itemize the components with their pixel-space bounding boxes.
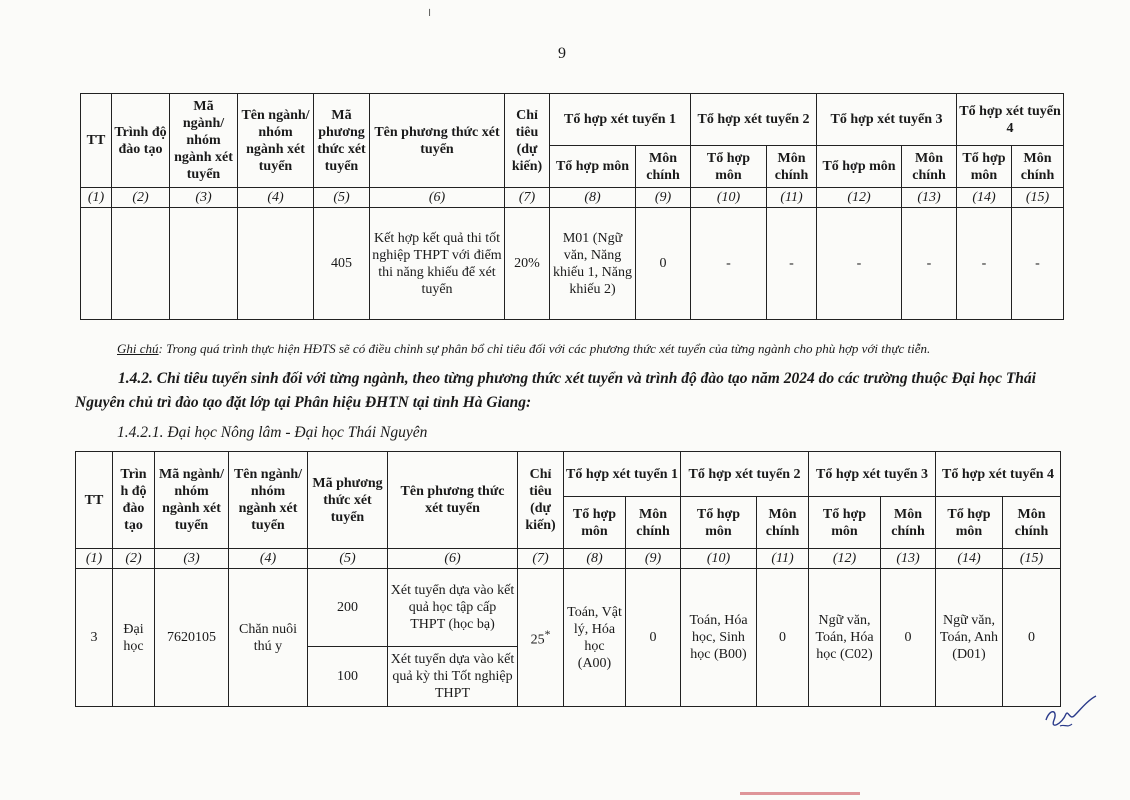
cell-ma-nganh: 7620105 xyxy=(155,569,229,707)
subsection-heading: 1.4.2.1. Đại học Nông lâm - Đại học Thái Nguyên xyxy=(117,424,428,441)
header-chi-tieu: Chỉ tiêu (dự kiến) xyxy=(518,452,564,549)
header-to-hop-mon: Tổ hợp môn xyxy=(817,146,902,188)
col-num: (13) xyxy=(881,549,936,569)
header-mon-chinh: Môn chính xyxy=(902,146,957,188)
cell-mon-chinh-2: 0 xyxy=(757,569,809,707)
col-num: (5) xyxy=(314,188,370,208)
header-to-hop-3: Tổ hợp xét tuyển 3 xyxy=(817,94,957,146)
col-num: (14) xyxy=(936,549,1003,569)
col-num: (7) xyxy=(505,188,550,208)
col-num: (1) xyxy=(76,549,113,569)
cell-ma-nganh xyxy=(170,208,238,320)
column-number-row xyxy=(81,188,1064,208)
chi-tieu-value: 25 xyxy=(530,632,545,648)
col-num: (13) xyxy=(902,188,957,208)
header-ma-phuong-thuc: Mã phương thức xét tuyển xyxy=(308,452,388,549)
col-num: (1) xyxy=(81,188,112,208)
header-mon-chinh: Môn chính xyxy=(636,146,691,188)
header-to-hop-2: Tổ hợp xét tuyển 2 xyxy=(681,452,809,497)
col-num: (3) xyxy=(155,549,229,569)
cell-ma-phuong-thuc: 200 xyxy=(308,569,388,647)
col-num: (8) xyxy=(564,549,626,569)
header-to-hop-4: Tổ hợp xét tuyển 4 xyxy=(936,452,1061,497)
header-to-hop-mon: Tổ hợp môn xyxy=(564,497,626,549)
cell-ten-phuong-thuc: Xét tuyển dựa vào kết quả học tập cấp THPT (học bạ) xyxy=(388,569,518,647)
cell-to-hop-1: M01 (Ngữ văn, Năng khiếu 1, Năng khiếu 2) xyxy=(550,208,636,320)
col-num: (11) xyxy=(767,188,817,208)
header-tt: TT xyxy=(76,452,113,549)
cell-trinh-do xyxy=(112,208,170,320)
scan-mark: ╷ xyxy=(426,2,434,16)
header-mon-chinh: Môn chính xyxy=(767,146,817,188)
column-number-row xyxy=(76,549,1061,569)
cell-to-hop-1: Toán, Vật lý, Hóa học (A00) xyxy=(564,569,626,707)
header-ma-nganh: Mã ngành/ nhóm ngành xét tuyển xyxy=(155,452,229,549)
cell-to-hop-3: - xyxy=(817,208,902,320)
header-to-hop-1: Tổ hợp xét tuyển 1 xyxy=(550,94,691,146)
handwritten-signature xyxy=(1040,690,1100,735)
header-ma-phuong-thuc: Mã phương thức xét tuyển xyxy=(314,94,370,188)
col-num: (5) xyxy=(308,549,388,569)
cell-to-hop-2: - xyxy=(691,208,767,320)
cell-mon-chinh-3: - xyxy=(902,208,957,320)
page-number: 9 xyxy=(558,45,566,62)
header-trinh-do: Trìn h độ đào tạo xyxy=(113,452,155,549)
cell-ten-phuong-thuc: Kết hợp kết quả thi tốt nghiệp THPT với điểm thi năng khiếu để xét tuyển xyxy=(370,208,505,320)
cell-ma-phuong-thuc: 405 xyxy=(314,208,370,320)
header-to-hop-3: Tổ hợp xét tuyển 3 xyxy=(809,452,936,497)
col-num: (6) xyxy=(388,549,518,569)
header-ten-nganh: Tên ngành/ nhóm ngành xét tuyển xyxy=(229,452,308,549)
header-ten-phuong-thuc: Tên phương thức xét tuyển xyxy=(370,94,505,188)
note-text: : Trong quá trình thực hiện HĐTS sẽ có điều chỉnh sự phân bổ chỉ tiêu đối với các phương thức xét tuyển của từng ngành cho phù hợp với thực tiễn. xyxy=(158,341,931,356)
cell-chi-tieu: 20% xyxy=(505,208,550,320)
cell-ma-phuong-thuc: 100 xyxy=(308,647,388,707)
col-num: (4) xyxy=(238,188,314,208)
admission-table-1 xyxy=(80,93,1064,320)
col-num: (12) xyxy=(809,549,881,569)
cell-to-hop-4: Ngữ văn, Toán, Anh (D01) xyxy=(936,569,1003,707)
col-num: (6) xyxy=(370,188,505,208)
header-ten-phuong-thuc: Tên phương thức xét tuyển xyxy=(388,452,518,549)
cell-mon-chinh-4: 0 xyxy=(1003,569,1061,707)
cell-to-hop-2: Toán, Hóa học, Sinh học (B00) xyxy=(681,569,757,707)
header-mon-chinh: Môn chính xyxy=(881,497,936,549)
col-num: (3) xyxy=(170,188,238,208)
section-heading: 1.4.2. Chỉ tiêu tuyển sinh đối với từng ngành, theo từng phương thức xét tuyển và trình độ đào tạo năm 2024 do các trường thuộc Đại học Thái Nguyên chủ trì đào tạo đặt lớp tại Phân hiệu ĐHTN tại tỉnh Hà Giang: xyxy=(75,370,1036,411)
cell-chi-tieu xyxy=(518,569,564,707)
header-to-hop-mon: Tổ hợp môn xyxy=(691,146,767,188)
header-to-hop-4: Tổ hợp xét tuyển 4 xyxy=(957,94,1064,146)
admission-table-2 xyxy=(75,451,1061,707)
header-ma-nganh: Mã ngành/ nhóm ngành xét tuyển xyxy=(170,94,238,188)
header-tt: TT xyxy=(81,94,112,188)
chi-tieu-asterisk: * xyxy=(544,628,551,642)
header-to-hop-1: Tổ hợp xét tuyển 1 xyxy=(564,452,681,497)
header-mon-chinh: Môn chính xyxy=(1003,497,1061,549)
cell-ten-nganh: Chăn nuôi thú y xyxy=(229,569,308,707)
header-chi-tieu: Chỉ tiêu (dự kiến) xyxy=(505,94,550,188)
header-mon-chinh: Môn chính xyxy=(1012,146,1064,188)
cell-to-hop-4: - xyxy=(957,208,1012,320)
col-num: (9) xyxy=(626,549,681,569)
col-num: (14) xyxy=(957,188,1012,208)
cell-ten-phuong-thuc: Xét tuyển dựa vào kết quả kỳ thi Tốt nghiệp THPT xyxy=(388,647,518,707)
col-num: (2) xyxy=(112,188,170,208)
cell-mon-chinh-2: - xyxy=(767,208,817,320)
col-num: (9) xyxy=(636,188,691,208)
header-mon-chinh: Môn chính xyxy=(626,497,681,549)
cell-trinh-do: Đại học xyxy=(113,569,155,707)
table-row xyxy=(76,569,1061,647)
red-stamp-fragment xyxy=(740,790,860,796)
header-trinh-do: Trình độ đào tạo xyxy=(112,94,170,188)
cell-tt xyxy=(81,208,112,320)
table-row xyxy=(81,208,1064,320)
cell-mon-chinh-1: 0 xyxy=(636,208,691,320)
cell-tt: 3 xyxy=(76,569,113,707)
col-num: (7) xyxy=(518,549,564,569)
cell-mon-chinh-1: 0 xyxy=(626,569,681,707)
col-num: (4) xyxy=(229,549,308,569)
col-num: (15) xyxy=(1003,549,1061,569)
cell-mon-chinh-3: 0 xyxy=(881,569,936,707)
header-to-hop-mon: Tổ hợp môn xyxy=(809,497,881,549)
cell-ten-nganh xyxy=(238,208,314,320)
header-to-hop-2: Tổ hợp xét tuyển 2 xyxy=(691,94,817,146)
header-ten-nganh: Tên ngành/ nhóm ngành xét tuyển xyxy=(238,94,314,188)
col-num: (10) xyxy=(691,188,767,208)
col-num: (15) xyxy=(1012,188,1064,208)
header-to-hop-mon: Tổ hợp môn xyxy=(681,497,757,549)
note xyxy=(117,341,930,357)
header-to-hop-mon: Tổ hợp môn xyxy=(957,146,1012,188)
col-num: (11) xyxy=(757,549,809,569)
cell-to-hop-3: Ngữ văn, Toán, Hóa học (C02) xyxy=(809,569,881,707)
header-to-hop-mon: Tổ hợp môn xyxy=(550,146,636,188)
col-num: (12) xyxy=(817,188,902,208)
col-num: (2) xyxy=(113,549,155,569)
note-label: Ghi chú xyxy=(117,341,159,356)
header-mon-chinh: Môn chính xyxy=(757,497,809,549)
cell-mon-chinh-4: - xyxy=(1012,208,1064,320)
col-num: (10) xyxy=(681,549,757,569)
header-to-hop-mon: Tổ hợp môn xyxy=(936,497,1003,549)
col-num: (8) xyxy=(550,188,636,208)
